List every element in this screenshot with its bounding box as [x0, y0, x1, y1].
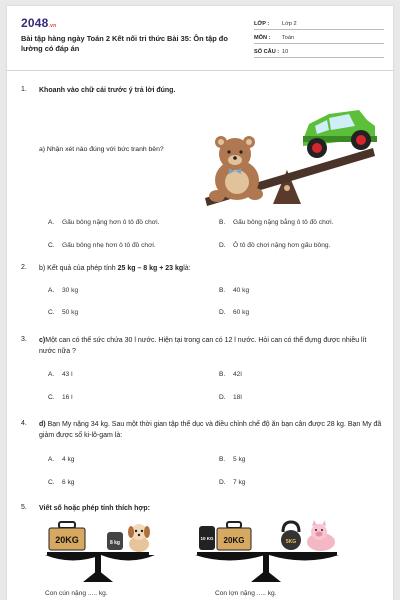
- logo-suffix: .vn: [48, 23, 57, 29]
- header-divider: [7, 70, 393, 71]
- option-c[interactable]: C. 16 l: [48, 394, 73, 401]
- answer-line-pig[interactable]: Con lợn nặng ..... kg.: [215, 590, 277, 597]
- question-number: 5.: [21, 504, 27, 511]
- question-number: 4.: [21, 420, 27, 427]
- question-number: 2.: [21, 264, 27, 271]
- puppy-icon: [128, 524, 150, 552]
- option-b[interactable]: B. Gấu bông nặng bằng ô tô đồ chơi.: [219, 219, 334, 226]
- question-3: [21, 336, 383, 408]
- option-c[interactable]: C. Gấu bông nhẹ hơn ô tô đồ chơi.: [48, 242, 156, 249]
- small-weight-label: 8 kg: [109, 540, 121, 546]
- option-d[interactable]: D. 60 kg: [219, 309, 250, 316]
- question-1: [21, 86, 383, 256]
- question-number: 1.: [21, 86, 27, 93]
- option-a[interactable]: A. 43 l: [48, 371, 73, 378]
- meta-key: LỚP :: [254, 21, 270, 27]
- weight-label: 20KG: [223, 536, 245, 545]
- meta-info: [254, 16, 384, 58]
- option-d[interactable]: D. Ô tô đồ chơi nặng hơn gấu bông.: [219, 242, 331, 249]
- logo-text: 2048: [21, 16, 49, 30]
- question-text: Viết số hoặc phép tính thích hợp:: [39, 505, 151, 512]
- question-5: [21, 504, 383, 600]
- worksheet-page: [7, 6, 393, 600]
- weight-20kg-icon: [217, 522, 251, 550]
- site-logo[interactable]: [21, 16, 56, 30]
- question-text: b) Kết quả của phép tính 25 kg – 8 kg + 23 kglà:: [39, 265, 191, 272]
- option-c[interactable]: C. 6 kg: [48, 479, 75, 486]
- meta-key: SỐ CÂU :: [254, 49, 280, 55]
- seesaw-illustration: [199, 100, 383, 210]
- option-d[interactable]: D. 7 kg: [219, 479, 246, 486]
- question-2: [21, 264, 383, 324]
- small-weight-label: 10 KG: [200, 536, 214, 541]
- question-text: Khoanh vào chữ cái trước ý trả lời đúng.: [39, 87, 176, 94]
- option-c[interactable]: C. 50 kg: [48, 309, 79, 316]
- pig-icon: [307, 520, 335, 551]
- answer-line-dog[interactable]: Con cún nặng ..... kg.: [45, 590, 108, 597]
- document-title: Bài tập hàng ngày Toán 2 Kết nối tri thức Bài 35: Ôn tập đo lường có đáp án: [21, 34, 228, 53]
- balance-scale-right: [193, 518, 343, 584]
- kettlebell-label: 5KG: [285, 539, 297, 545]
- meta-row-count: [254, 44, 384, 58]
- option-a[interactable]: A. Gấu bông nặng hơn ô tô đồ chơi.: [48, 219, 160, 226]
- weight-10kg-icon: [199, 526, 215, 550]
- meta-row-subject: [254, 30, 384, 44]
- option-a[interactable]: A. 4 kg: [48, 456, 75, 463]
- meta-value: 10: [282, 49, 289, 55]
- weight-label: 20KG: [55, 535, 79, 545]
- meta-value: Lớp 2: [282, 21, 297, 27]
- option-b[interactable]: B. 40 kg: [219, 287, 250, 294]
- question-subtext: a) Nhận xét nào đúng với bức tranh bên?: [39, 146, 164, 153]
- option-b[interactable]: B. 5 kg: [219, 456, 246, 463]
- option-d[interactable]: D. 18l: [219, 394, 242, 401]
- weight-20kg-icon: [49, 522, 85, 550]
- kettlebell-5kg-icon: [281, 522, 301, 550]
- meta-row-class: [254, 16, 384, 30]
- weight-8kg-icon: [107, 532, 123, 550]
- meta-key: MÔN :: [254, 35, 271, 41]
- question-number: 3.: [21, 336, 27, 343]
- teddy-bear-icon: [209, 136, 263, 202]
- meta-value: Toán: [282, 35, 295, 41]
- balance-scale-left: [43, 518, 163, 584]
- header: [7, 6, 393, 66]
- option-b[interactable]: B. 42l: [219, 371, 242, 378]
- question-text: c)Một can có thể sức chứa 30 l nước. Hiện tại trong can có 12 l nước. Hỏi can có thể đựng được nhiều lít nước nữa ?: [39, 337, 367, 355]
- question-4: [21, 420, 383, 492]
- question-text: d) Bạn My nặng 34 kg. Sau một thời gian tập thể dục và điều chỉnh chế độ ăn bạn cân được 28 kg. Bạn My đã giảm được số ki-lô-gam là:: [39, 421, 382, 439]
- option-a[interactable]: A. 30 kg: [48, 287, 79, 294]
